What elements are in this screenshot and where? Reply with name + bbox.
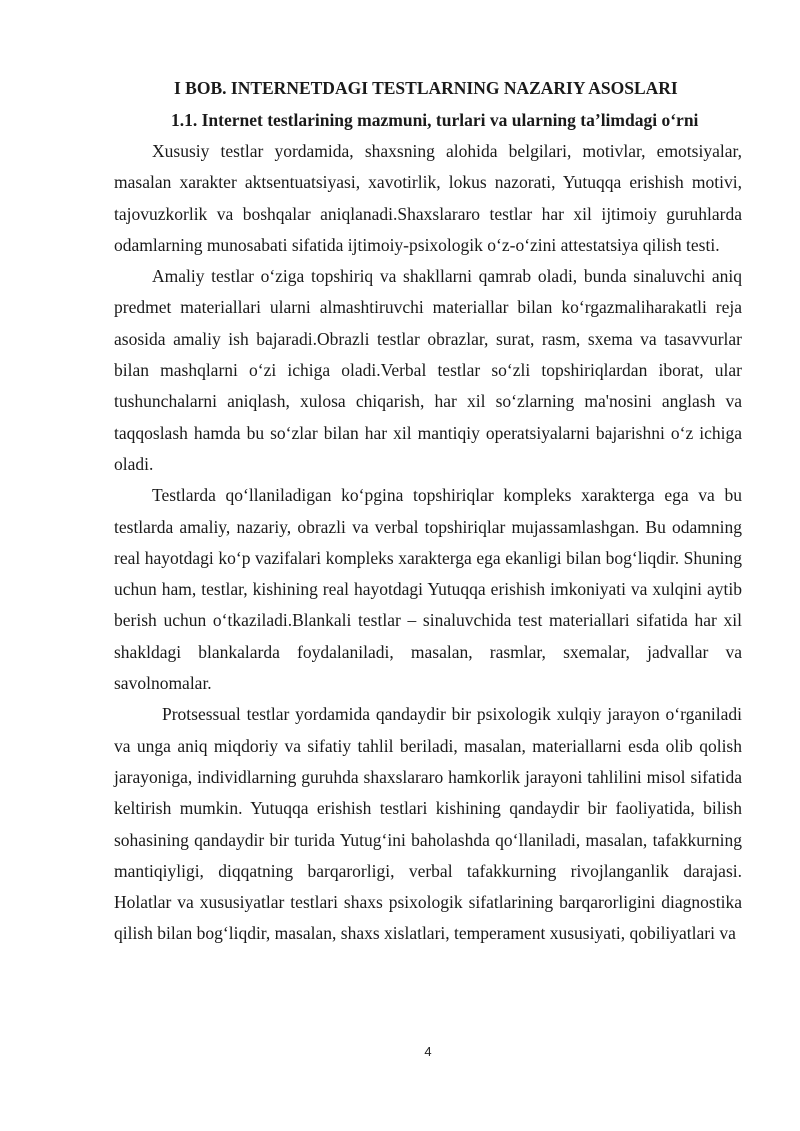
document-page — [114, 72, 742, 950]
section-title: 1.1. Internet testlarining mazmuni, turlari va ularning ta’limdagi o‘rni — [171, 110, 699, 130]
paragraph: Amaliy testlar o‘ziga topshiriq va shakllarni qamrab oladi, bunda sinaluvchi aniq predmet materiallari ularni almashtiruvchi materiallar bilan ko‘rgazmaliharakatli reja asosida amaliy ish bajaradi.Obrazli testlar obrazlar, surat, rasm, sxema va tasavvurlar bilan mashqlarni o‘zi ichiga oladi.Verbal testlar so‘zli topshiriqlardan iborat, ular tushunchalarni aniqlash, xulosa chiqarish, har xil so‘zlarning ma'nosini anglash va taqqoslash hamda bu so‘zlar bilan har xil mantiqiy operatsiyalarni bajarishni o‘z ichiga oladi. — [114, 266, 742, 474]
paragraph: Xususiy testlar yordamida, shaxsning alohida belgilari, motivlar, emotsiyalar, masalan xarakter aktsentuatsiyasi, xavotirlik, lokus nazorati, Yutuqqa erishish motivi, tajovuzkorlik va boshqalar aniqlanadi.Shaxslararo testlar har xil ijtimoiy guruhlarda odamlarning munosabati sifatida ijtimoiy-psixologik o‘z-o‘zini attestatsiya qilish testi. — [114, 141, 742, 255]
page-number: 4 — [424, 1044, 432, 1059]
paragraph: Testlarda qo‘llaniladigan ko‘pgina topshiriqlar kompleks xarakterga ega va bu testlarda amaliy, nazariy, obrazli va verbal topshiriqlar mujassamlashgan. Bu odamning real hayotdagi ko‘p vazifalari kompleks xarakterga ega ekanligi bilan bog‘liqdir. Shuning uchun ham, testlar, kishining real hayotdagi Yutuqqa erishish imkoniyati va xulqini aytib berish uchun o‘tkaziladi.Blankali testlar – sinaluvchida test materiallari sifatida har xil shakldagi blankalarda foydalaniladi, masalan, rasmlar, sxemalar, jadvallar va savolnomalar. — [114, 485, 742, 694]
chapter-title: I BOB. INTERNETDAGI TESTLARNING NAZARIY ASOSLARI — [174, 78, 678, 98]
paragraph: Protsessual testlar yordamida qandaydir bir psixologik xulqiy jarayon o‘rganiladi va unga aniq miqdoriy va sifatiy tahlil beriladi, masalan, materiallarni esda olib qolish jarayoniga, individlarning guruhda shaxslararo hamkorlik jarayoni tahlilini misol sifatida keltirish mumkin. Yutuqqa erishish testlari kishining qandaydir bir faoliyatida, bilish sohasining qandaydir bir turida Yutug‘ini baholashda qo‘llaniladi, masalan, tafakkurning mantiqiyligi, diqqatning barqarorligi, verbal tafakkurning rivojlanganlik darajasi. Holatlar va xususiyatlar testlari shaxs psixologik sifatlarining barqarorligini diagnostika qilish bilan bog‘liqdir, masalan, shaxs xislatlari, temperament xususiyati, qobiliyatlari va — [114, 704, 742, 944]
